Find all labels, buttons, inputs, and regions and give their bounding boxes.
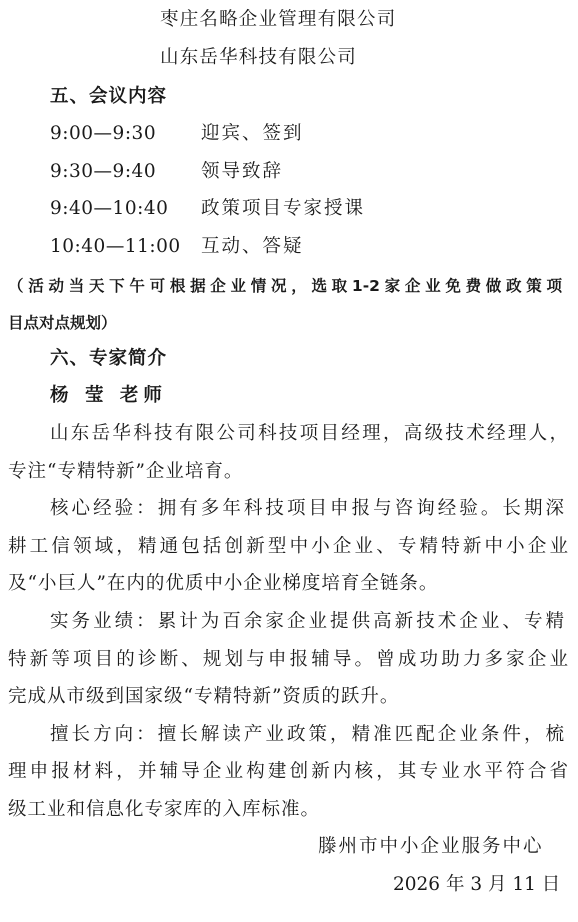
section-6-heading: 六、专家简介 bbox=[50, 348, 168, 369]
core-experience-line-2: 耕工信领域，精通包括创新型中小企业、专精特新中小企业 bbox=[8, 536, 568, 557]
organizer-1: 枣庄名略企业管理有限公司 bbox=[160, 9, 397, 30]
schedule-activity-3: 政策项目专家授课 bbox=[201, 198, 366, 219]
expertise-line-3: 级工业和信息化专家库的入库标准。 bbox=[8, 799, 321, 820]
organizer-2: 山东岳华科技有限公司 bbox=[160, 47, 358, 68]
core-experience-line-3: 及“小巨人”在内的优质中小企业梯度培育全链条。 bbox=[8, 573, 439, 594]
schedule-activity-1: 迎宾、签到 bbox=[201, 123, 304, 144]
schedule-time-4: 10:40—11:00 bbox=[50, 236, 181, 257]
schedule-time-3: 9:40—10:40 bbox=[50, 198, 169, 219]
schedule-activity-2: 领导致辞 bbox=[201, 161, 284, 182]
signature-organization: 滕州市中小企业服务中心 bbox=[318, 836, 544, 857]
signature-date: 2026 年 3 月 11 日 bbox=[393, 874, 561, 895]
core-experience-line-1: 核心经验：拥有多年科技项目申报与咨询经验。长期深 bbox=[50, 498, 564, 519]
note-line-1: （活动当天下午可根据企业情况，选取1-2家企业免费做政策项 bbox=[8, 277, 562, 295]
bio-line-1: 山东岳华科技有限公司科技项目经理，高级技术经理人， bbox=[50, 423, 568, 444]
schedule-time-1: 9:00—9:30 bbox=[50, 123, 157, 144]
expertise-line-1: 擅长方向：擅长解读产业政策，精准匹配企业条件，梳 bbox=[50, 724, 564, 745]
note-line-2: 目点对点规划） bbox=[8, 314, 117, 332]
schedule-activity-4: 互动、答疑 bbox=[201, 236, 304, 257]
performance-line-3: 完成从市级到国家级“专精特新”资质的跃升。 bbox=[8, 686, 400, 707]
performance-line-2: 特新等项目的诊断、规划与申报辅导。曾成功助力多家企业 bbox=[8, 649, 568, 670]
performance-line-1: 实务业绩：累计为百余家企业提供高新技术企业、专精 bbox=[50, 611, 564, 632]
expert-name: 杨 莹 老师 bbox=[50, 385, 167, 406]
section-5-heading: 五、会议内容 bbox=[50, 86, 168, 107]
expertise-line-2: 理申报材料，并辅导企业构建创新内核，其专业水平符合省 bbox=[8, 761, 568, 782]
bio-line-2: 专注“专精特新”企业培育。 bbox=[8, 461, 244, 482]
schedule-time-2: 9:30—9:40 bbox=[50, 161, 157, 182]
